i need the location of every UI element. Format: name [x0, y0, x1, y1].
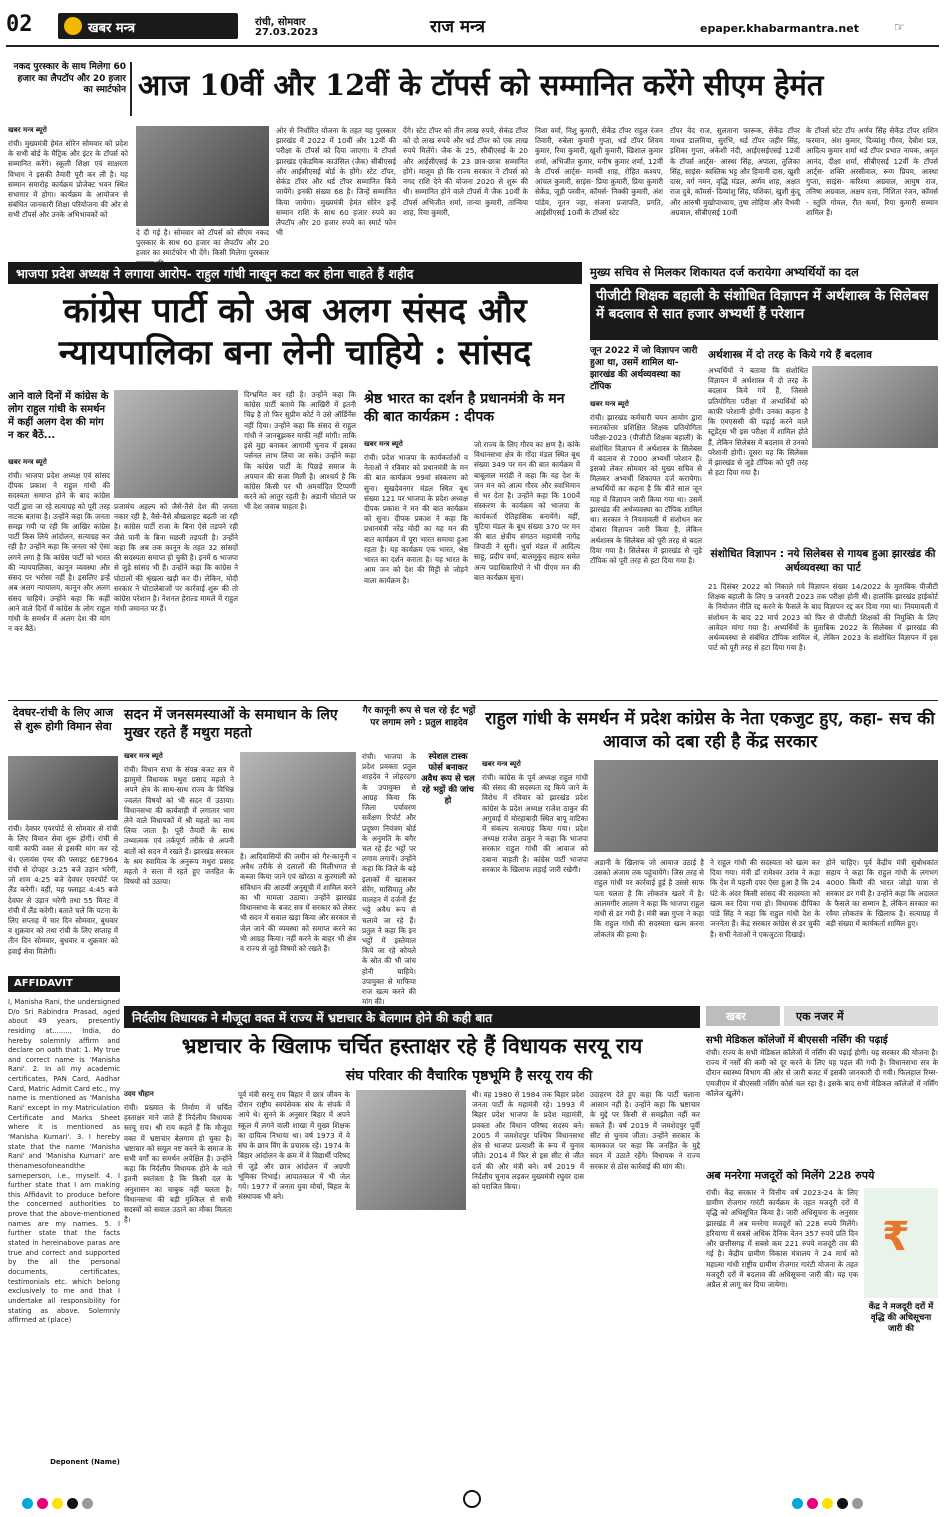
- story-congress-col2: प्रजामंच अहल्य को जैसे-तैसे देश की जनता नकार रही है, वैसे-वैसे बौखलाहट बढ़ती जा रही है। कांग्रेस पार्टी राजा के बिना ऐसे तड़पने रही जैसे पानी के बिना मछली तड़पती है। उन्होंने कहा कि अब तक कानून के तहत 32 सांसदों की सदस्यता समाप्त हो चुकी है। इनमें 6 भाजपा से जुड़े सांसद भी हैं। उन्होंने कहा कि कांग्रेस ने घोटालों की श्रृंखला खड़ी कर दी। लेकिन, मोदी सरकार ने घोटालेबाजों पर कार्रवाई शुरू की तो कांग्रेस परेशान है। नेशनल हेराल्ड मामले में राहुल गांधी जमानत पर हैं।: [114, 502, 238, 614]
- story-congress-col1: [8, 458, 110, 698]
- story-saryu-col4: उदाहरण देते हुए कहा कि पार्टी चलाना आसान नहीं है। उन्होंने कहा कि भ्रष्टाचार के मुद्दे पर किसी से समझौता नहीं कर सकते हैं। वर्ष 2019 में जमशेदपुर पूर्वी सीट से चुनाव जीता। उन्होंने सरकार के कामकाज पर कहा कि जनहित के मुद्दे सदन में उठाते रहेंगे। विधायक ने राज्य सरकार से ठोस कार्रवाई की मांग की।: [590, 1090, 700, 1171]
- story-toppers-col3: देंगे। स्टेट टॉपर को तीन लाख रुपये, सेकंड टॉपर को दो लाख रुपये और थर्ड टॉपर को एक लाख रुपये मिलेंगे। जैक के 25, सीबीएसई के 20 और आईसीएसई के 23 छात्र-छात्रा सम्मानित होंगे। मालूम हो कि राज्य सरकार ने टॉपर्स को नगद राशि देने की योजना 2020 से शुरू की थी। सम्मानित होने वाले टॉपर्स में जैक 10वीं के टॉपर्स अभिजीत शर्मा, तान्या कुमारी, तान्विया शाह, रिया कुमारी,: [403, 126, 528, 217]
- registration-target-icon: [463, 1490, 481, 1508]
- rupee-graphic: [864, 1188, 938, 1298]
- swatch-yellow: [52, 1498, 63, 1509]
- story-saryu-col2: पूर्व मंत्री सरयू राय बिहार में छात्र जीवन के दौरान राष्ट्रीय स्वयंसेवक संघ के संपर्क में आये थे। सुनने के अनुसार बिहार में अपने स्कूल में लगने वाली शाखा में मुख्य शिक्षक का दायित्व निभाया था। वर्ष 1973 में वे संघ के छात्र विंग के प्रचारक रहे। 1974 के बिहार आंदोलन के क्रम में वे विद्यार्थी परिषद से जुड़े और छात्र आंदोलन में अग्रणी भूमिका निभाई। आपातकाल में भी जेल गये। 1977 में जनता युवा मोर्चा, बिहार के संस्थापक भी बने।: [238, 1090, 350, 1202]
- mla-photo: [240, 752, 356, 848]
- story-congress-headline: कांग्रेस पार्टी को अब अलग संसद और न्यायपालिका बना लेनी चाहिये : सांसद: [58, 291, 532, 374]
- swatch-black: [837, 1498, 848, 1509]
- story-kiln-subhead: स्पेशल टास्क फोर्स बनाकर अवैध रूप से चल रहे भट्ठों की जांच हो: [421, 752, 475, 807]
- masthead: [0, 0, 945, 46]
- byline: खबर मन्त्र ब्यूरो: [8, 126, 47, 134]
- story-rahul-col4: होने चाहिए। पूर्व केंद्रीय मंत्री सुबोधकांत सहाय ने कहा कि राहुल गांधी के लगभग 4000 किमी की भारत जोड़ो यात्रा से सरकार डर गयी है। उन्होंने कहा कि अदालत के फैसले का सम्मान है, लेकिन सरकार का रवैया लोकतंत्र के खिलाफ है। सत्याग्रह में बड़ी संख्या में कार्यकर्ता शामिल हुए।: [826, 858, 938, 929]
- story-toppers-col5: टॉपर वेद राज, सुलताना फारूक, सेकेंड टॉपर माधव डालमिया, सुरभि, थर्ड टॉपर जहीर सिंह, इशिका गुप्ता, अंकेशी नंदी, आईएसईएसई 12वीं के टॉपर्स आर्ट्स- आस्था सिंह, अपाला, तुलिका सिंह, साइंस- स्वस्तिक भट्ट और हिमानी दास, खुशी दास, वर्ग नमन, वृद्धि मंडल, अर्णव शाह, अक्षत राज दुबे, कॉमर्स- दिव्यांशु सिंह, यशिका, खुशी कुंदू और आरुषी मुखोपाध्याय, तुषा लोहिया और वैभवी अग्रवाल, सीबीएसई 10वीं: [670, 126, 800, 217]
- byline: खबर मन्त्र ब्यूरो: [124, 752, 163, 760]
- story-kiln-kicker: गैर कानूनी रूप से चल रहे ईंट भट्ठों पर लगाम लगे : प्रतुल शाहदेव: [362, 706, 476, 728]
- story-rahul-col1: [482, 760, 588, 1000]
- story-pgt-col2: अभ्यर्थियों ने बताया कि संशोधित विज्ञापन में अर्थशास्त्र में दो तरह के बदलाव किये गये हैं, जिससे प्रतियोगिता परीक्षा में अभ्यर्थियों को काफी परेशानी होगी। उनका कहना है कि एमएससी की पढ़ाई करने वाले स्टूडेंट्स भी इस परीक्षा में शामिल होते हैं, लेकिन सिलेबस में बदलाव से उनको परेशानी होगी। दूसरा यह कि सिलेबस में झारखंड से जुड़े टॉपिक को पूरी तरह से हटा दिया गया है।: [708, 366, 808, 478]
- byline: खबर मन्त्र ब्यूरो: [590, 400, 629, 408]
- story-toppers-text-1: रांची। मुख्यमंत्री हेमंत सोरेन सोमवार को प्रदेश के सभी बोर्ड के मैट्रिक और इंटर के टॉपर्स को सम्मानित करेंगे। स्कूली शिक्षा एवं साक्षरता विभाग ने इसकी तैयारी पूरी कर ली है। यह सम्मान समारोह कार्यक्रम प्रोजेक्ट भवन स्थित सभागार में होगा। कार्यक्रम के आयोजन से संबंधित जानकारी शिक्षा परियोजना की ओर से सभी टॉपर्स और उनके अभिभावकों को: [8, 138, 128, 220]
- story-toppers-col6: के टॉपर्स स्टेट टॉप अर्णव सिंह सेकेंड टॉपर शशिन फरमान, अंश कुमार, दिव्यांशु गौरव, देबोश प्रज्ञ, आदित्य कुमार शर्मा थर्ड टॉपर प्रभात नायक, अमृत आनंद, दीक्षा शर्मा, सीबीएसई 12वीं के टॉपर्स आर्ट्स- शक्ति अरसीवाल, रूण प्रियम, आस्था गुप्ता, साइंस- करिश्मा अग्रवाल, आयुष राज, तनिषा अग्रवाल, अक्षय दत्ता, निशिता रंजन, कॉमर्स - स्तुति गोयल, रीत कर्मा, रिया कुमारी सम्मान शामिल हैं।: [806, 126, 938, 217]
- story-saryu-band: निर्दलीय विधायक ने मौजूदा वक्त में राज्य में भ्रष्टाचार के बेलगाम होने की कही बात: [124, 1006, 700, 1028]
- story-flight-text: रांची। देवघर एयरपोर्ट से सोमवार से रांची के लिए विमान सेवा शुरू होगी। रांची से यात्री काफी वक्त से इसकी मांग कर रहे थे। एलायंस एयर की फ्लाइट 6E7964 रांची से दोपहर 3:25 बजे उड़ान भरेगी, जो शाम 4:25 बजे देवघर एयरपोर्ट पर लैंड करेगी। वहीं, यह फ्लाइट 4:45 बजे देवघर से उड़ान भरेगी तथा 55 मिनट में रांची में लैंड करेगी। बताते चलें कि पटना के लिए सप्ताह में चार दिन सोमवार, बुधवार व शुक्रवार को तथा रांची के लिए सप्ताह में तीन दिन सोमवार, बुधवार व शुक्रवार को हवाई सेवा मिलेगी।: [8, 824, 118, 956]
- byline: उदय चौहान: [124, 1090, 154, 1098]
- story-pgt-subhead: अर्थशास्त्र में दो तरह के किये गये हैं बदलाव: [708, 349, 872, 361]
- story-mahto-text-1: रांची। विधान सभा के संपन्न बजट सत्र में झामुमो विधायक मथुरा प्रसाद महतो ने अपने क्षेत्र के साथ-साथ राज्य के विभिन्न ज्वलंत विषयों को भी सदन में उठाया। विधानसभा की कार्यवाही में लगातार भाग लेने वाले विधायकों में श्री महतो का नाम लिया जाता है। पूरी तैयारी के साथ तथ्यात्मक एवं तर्कपूर्ण तरीके से अपनी बातों को सदन में रखते हैं। झारखंड सरकार के श्रम स्वामित्व के अनुरूप मथुरा प्रसाद महतो ने सत्ता में रहते हुए जनहित के विषयों को उठाया।: [124, 764, 234, 887]
- story-pgt-text-1: रांची। झारखंड कर्मचारी चयन आयोग द्वारा स्नातकोत्तर प्रशिक्षित शिक्षक प्रतियोगिता परीक्षा-2023 (पीजीटी शिक्षक बहाली) के संशोधित विज्ञापन में अर्थशास्त्र के सिलेबस में बदलाव से 7000 अभ्यर्थी परेशान हैं। इसको लेकर सोमवार को मुख्य सचिव से मिलकर अभ्यर्थी शिकायत दर्ज करायेगा। अभ्यर्थियों का कहना है कि बीते साल जून माह में विज्ञापन जारी किया गया था। उसमें झारखंड की अर्थव्यवस्था का टॉपिक शामिल था। सरकार ने नियमावली में संशोधन कर दोबारा विज्ञापन जारी किया है, लेकिन अर्थशास्त्र के सिलेबस को पूरी तरह से बदल दिया गया है। सिलेबस में झारखंड से जुड़े टॉपिक को पूरी तरह से हटा दिया गया है।: [590, 412, 702, 565]
- swatch-cyan: [792, 1498, 803, 1509]
- swatch-yellow: [822, 1498, 833, 1509]
- story-flight-headline: देवघर-रांची के लिए आज से शुरू होगी विमान सेवा: [12, 706, 114, 734]
- story-congress-col3: दिग्भ्रमित कर रही है। उन्होंने कहा कि कांग्रेस पार्टी बताये कि आखिरी में इतनी चिढ़ है तो फिर सुप्रीम कोर्ट ने उसे ऑर्डिनेंस नहीं दिया। उन्होंने कहा कि संसद से राहुल गांधी ने जानबूझकर माफी नहीं मांगी। ताकि इसे मुद्दा बनाकर आगामी चुनाव में इसका पर्सनल लाभ लिया जा सके। उन्होंने कहा कि कांग्रेस पार्टी के पिछड़े समाज के अपमान की सजा मिली है। आश्चर्य है कि कांग्रेस किसी पर भी अमर्यादित टिप्पणी करने को आतुर रहती है। अडानी घोटाले पर भी देश जवाब चाहता है।: [244, 390, 356, 512]
- byline: खबर मन्त्र ब्यूरो: [364, 440, 403, 448]
- rupee-caption: केंद्र ने मजदूरी दरों में वृद्धि की अधिसूचना जारी की: [868, 1302, 934, 1335]
- brand-logo-icon: [64, 17, 82, 35]
- affidavit-body: I, Manisha Rani, the undersigned D/o Sri Rabindra Prasad, aged about 49 years, presently residing at........, India, do hereby solemnly affirm and declare on oath that: 1. My true and correct name is 'Manisha Rani'. 2. In all my academic certificates, PAN Card, Aadhar Card, Matric Admit Card etc., my name is mentioned as 'Manisha Rani' except in my Matriculation Certificate and Marks Sheet where it is mentioned as 'Manisha Kumari'. 3. I hereby state that the name 'Manisha Rani' and 'Manisha Kumari' are thenamesofoneandthe sameperson, i.e., myself. 4. I further state that I am making this Affidavit to produce before the concerned authorities to prove that the above-mentioned names are my names. 5. I further state that the facts stated in hereinabove paras are true and correct and supported by the all the personal documents, certificates, testimonials etc. which belong exclusively to me and that I undertake all responsibility for stating as above. Solemnly affirmed at (place): [8, 998, 120, 1325]
- story-mannkibaat-col1: [364, 440, 468, 698]
- swatch-magenta: [37, 1498, 48, 1509]
- swatch-black: [67, 1498, 78, 1509]
- story-saryu-subhead: संघ परिवार की वैचारिक पृष्ठभूमि है सरयू राय की: [345, 1068, 593, 1084]
- epaper-url[interactable]: epaper.khabarmantra.net: [700, 22, 859, 35]
- header-date: 27.03.2023: [255, 27, 319, 38]
- row-divider: [8, 700, 938, 701]
- ek-nazar-text-2: रांची। केंद्र सरकार ने वित्तीय वर्ष 2023-24 के लिए ग्रामीण रोजगार गारंटी कार्यक्रम के तहत मजदूरी दरों में वृद्धि को अधिसूचित किया है। जारी अधिसूचना के अनुसार झारखंड में अब मनरेगा मजदूरों को 228 रुपये मिलेंगे। हरियाणा में सबसे अधिक दैनिक वेतन 357 रुपये प्रति दिन और छत्तीसगढ़ में सबसे कम 221 रुपये मजदूरी तय की गई है। केंद्रीय ग्रामीण विकास मंत्रालय ने 24 मार्च को महात्मा गांधी राष्ट्रीय ग्रामीण रोजगार गारंटी योजना के तहत मजदूरी दरों में बदलाव की अधिसूचना जारी की। यह एक अप्रैल से लागू कर दिया जायेगा।: [706, 1188, 858, 1289]
- story-pgt-band: मुख्य सचिव से मिलकर शिकायत दर्ज करायेगा अभ्यर्थियों का दल: [590, 265, 859, 279]
- mp-photo: [114, 390, 238, 498]
- affidavit-deponent: Deponent (Name): [50, 1458, 120, 1466]
- header-city-day: रांची, सोमवार: [255, 17, 306, 28]
- ek-nazar-header: [706, 1006, 938, 1026]
- rupee-icon: ₹: [882, 1214, 910, 1260]
- saryu-photo: [356, 1090, 466, 1210]
- header-rule: [6, 45, 939, 47]
- kicker-divider: [130, 62, 132, 116]
- color-swatches-left: [20, 1494, 95, 1513]
- cm-photo: [136, 126, 269, 226]
- section-title: राज मन्त्र: [430, 17, 485, 37]
- print-registration-marks: [0, 1486, 945, 1514]
- ek-nazar-text-1: रांची। राज्य के सभी मेडिकल कॉलेजों में नर्सिंग की पढ़ाई होगी। यह सरकार की योजना है। राज्य में नर्सों की कमी को दूर करने के लिए यह पहल की गयी है। विधानसभा सत्र के दौरान स्वास्थ्य विभाग की ओर से जारी बजट में इसकी जानकारी दी गयी। फिलहाल रिम्स-एमजीएम में बीएससी नर्सिंग कोर्स चल रहा है। इसके बाद सभी मेडिकल कॉलेजों में नर्सिंग कॉलेज खुलेंगे।: [706, 1048, 938, 1098]
- story-pgt-col3: 21 दिसंबर 2022 को निकाले गये विज्ञापन संख्या 14/2022 के मुताबिक पीजीटी शिक्षक बहाली के लिए 9 जनवरी 2023 तक परीक्षा होनी थी। हालांकि झारखंड हाईकोर्ट के नियोजन नीति रद्द करने के फैसले के बाद विज्ञापन रद्द कर दिया गया था। नियमावली में संशोधन के बाद 22 मार्च 2023 को फिर से पीजीटी शिक्षकों की नियुक्ति के लिए आवेदन मांगा गया है। अभ्यर्थियों के मुताबिक 2022 के सिलेबस में झारखंड की अर्थव्यवस्था से संबंधित टॉपिक शामिल थे, लेकिन 2023 के संशोधित विज्ञापन में इस पार्ट को पूरी तरह से हटा दिया गया है।: [708, 582, 938, 653]
- story-pgt-headline-box: [590, 284, 938, 340]
- story-toppers-headline: आज 10वीं और 12वीं के टॉपर्स को सम्मानित करेंगे सीएम हेमंत: [138, 68, 824, 102]
- story-rahul-text-1: रांची। कांग्रेस के पूर्व अध्यक्ष राहुल गांधी की संसद की सदस्यता रद्द किये जाने के विरोध में रविवार को झारखंड प्रदेश कांग्रेस के प्रदेश अध्यक्ष राजेश ठाकुर की अगुवाई में मोरहाबादी स्थित बापू वाटिका में संकल्प सत्याग्रह किया गया। प्रदेश अध्यक्ष राजेश ठाकुर ने कहा कि भाजपा सरकार राहुल गांधी की आवाज को दबाना चाहती है। कांग्रेस पार्टी भाजपा सरकार के खिलाफ लड़ाई जारी रखेगी।: [482, 772, 588, 874]
- brand-block: [58, 13, 238, 39]
- story-toppers-col2: ओर से निर्धारित योजना के तहत यह पुरस्कार झारखंड में 2022 में 10वीं और 12वीं की परीक्षा के टॉपर्स को दिया जाएगा। ये टॉपर्स झारखंड एकेडमिक काउंसिल (जैक) सीबीएसई और आईसीएसई बोर्ड के होंगे। स्टेट टॉपर, सेकंड टॉपर और थर्ड टॉपर सम्मानित किये जायेंगे। इनकी संख्या 68 है। जिन्हें सम्मानित किया जायेगा। मुख्यमंत्री हेमंत सोरेन इन्हें सम्मान राशि के साथ 60 हजार रुपये का लैपटॉप और 20 हजार रुपये का स्मार्ट फोन भी: [276, 126, 396, 238]
- story-saryu-col1: [124, 1090, 232, 1478]
- story-saryu-text-1: रांची। प्रख्यात के निर्माण में चर्चित हस्ताक्षर माने जाते हैं निर्दलीय विधायक सरयू राय। श्री राय कहते हैं कि मौजूदा वक्त में भ्रष्टाचार बेलगाम हो चुका है। भ्रष्टाचार को समूल नष्ट करने के समाज के सभी वर्गों का समर्थन अपेक्षित है। उन्होंने कहा कि निर्दलीय विधायक होने के नाते इतनी स्वतंत्रता है कि किसी दल के अनुशासन का चाबुक नहीं चलता है। विधानसभा की बड़ी मुश्किल से सभी सदस्यों को सवाल उठाने का मौका मिलता है।: [124, 1102, 232, 1225]
- swatch-grey: [852, 1498, 863, 1509]
- story-congress-text-1: रांची। भाजपा प्रदेश अध्यक्ष एवं सांसद दीपक प्रकाश ने राहुल गांधी की सदस्यता समाप्त होने के बाद कांग्रेस पार्टी द्वारा जा रहे सत्याग्रह को पूरी तरह नाटक बताया है। उन्होंने कहा कि जनता समझ गयी पा रही कि आखिर कांग्रेस पार्टी किस लिये आंदोलन, सत्याग्रह कर रही है? उन्होंने कहा कि जनता को ऐसा लगने लगा है कि कांग्रेस पार्टी को भारत की न्यायपालिका, कानून व्यवस्था और संसद पर भरोसा नहीं है। इसलिए इन्हें अब अलग न्यायालय, कानून और अलग संसद चाहिये। उन्होंने कहा कि कहीं आने वाले दिनों में कांग्रेस के लोग राहुल गांधी के समर्थन में अलग देश की मांग न कर बैठें।: [8, 470, 110, 634]
- story-pgt-col1: [590, 400, 702, 582]
- story-congress-band: भाजपा प्रदेश अध्यक्ष ने लगाया आरोप- राहुल गांधी नाखून कटा कर होना चाहते हैं शहीद: [8, 262, 582, 284]
- story-mahto-headline: सदन में जनसमस्याओं के समाधान के लिए मुखर रहते हैं मथुरा महतो: [124, 707, 338, 742]
- story-toppers: [0, 52, 945, 258]
- story-saryu-col3: थी। वह 1980 से 1984 तक बिहार प्रदेश जनता पार्टी के महामंत्री रहे। 1993 में बिहार प्रदेश भाजपा के प्रदेश महामंत्री, प्रवक्ता और विधान परिषद सदस्य बने। 2005 में जमशेदपुर पश्चिम विधानसभा क्षेत्र से भाजपा प्रत्याशी के रूप में चुनाव जीते। 2014 में फिर से इस सीट से जीत दर्ज की और मंत्री बने। वर्ष 2019 में निर्दलीय चुनाव लड़कर मुख्यमंत्री रघुवर दास को पराजित किया।: [472, 1090, 584, 1191]
- story-mannkibaat-headline: श्रेष्ठ भारत का दर्शन है प्रधानमंत्री के मन की बात कार्यक्रम : दीपक: [364, 391, 565, 426]
- story-congress-kicker: आने वाले दिनों में कांग्रेस के लोग राहुल गांधी के समर्थन में कहीं अलग देश की मांग न कर बैठें...: [8, 391, 109, 441]
- story-mahto-col1: [124, 752, 234, 1000]
- color-swatches-right: [790, 1494, 865, 1513]
- brand-name: खबर मन्त्र: [88, 21, 136, 36]
- ek-nazar-box: [706, 1006, 938, 1478]
- aircraft-photo: [8, 756, 118, 820]
- story-mannkibaat-text-1: रांची। प्रदेश भाजपा के कार्यकर्ताओं व नेताओं ने रविवार को प्रधानमंत्री के मन की बात कार्यक्रम 99वां संस्करण को सुना। सुखदेवनगर मंडल स्थित बूथ संख्या 121 पर भाजपा के प्रदेश अध्यक्ष दीपक प्रकाश ने मन की बात कार्यक्रम को सुना। दीपक प्रकाश ने कहा कि प्रधानमंत्री नरेंद्र मोदी का यह मन की बात कार्यक्रम में पूरा भारत समाया हुआ रहता है। यह कार्यक्रम एक भारत, श्रेष्ठ भारत का दर्शन कराता है। यह भारत के आम जन को देश की मिट्टी से जोड़ने वाला कार्यक्रम है।: [364, 452, 468, 585]
- story-pgt-kicker: जून 2022 में जो विज्ञापन जारी हुआ था, उसमें शामिल था- झारखंड की अर्थव्यवस्था का टॉपिक: [590, 346, 698, 392]
- story-kiln-text: रांची। भाजपा के प्रदेश प्रवक्ता प्रतुल शाहदेव ने लोहरदगा के उपायुक्त से आग्रह किया कि जिला पर्यावरण सर्वेक्षण रिपोर्ट और प्रदूषण नियंत्रण बोर्ड के अनुमति के बगैर चल रहे ईंट भट्ठों पर लगाम लगायें। उन्होंने कहा कि जिले के बड़े इलाकों में खासकर सेरेंग, मासियातु और मालहन में दर्जनों ईंट भट्ठे अवैध रूप से चलाये जा रहे हैं। प्रतुल ने कहा कि इन भट्ठों में इस्तेमाल किये जा रहे कोयले के स्रोत की भी जांच होनी चाहिये। उपायुक्त से माफिया राज खत्म करने की मांग की।: [362, 752, 416, 1007]
- swatch-grey: [82, 1498, 93, 1509]
- story-rahul-col2: अडानी के खिलाफ जो आवाज उठाई है उसको अंजाम तक पहुंचायेंगे। जिस तरह से राहुल गांधी पर कार्रवाई हुई है उससे साफ पता चलता है कि लोकतंत्र खतरे में है। आलमगीर आलम ने कहा कि भाजपा राहुल गांधी से डर गयी है। मंत्री बन्ना गुप्ता ने कहा कि राहुल गांधी की सदस्यता खत्म करना लोकतंत्र की हत्या है।: [594, 858, 704, 939]
- story-toppers-kicker: नकद पुरस्कार के साथ मिलेगा 60 हजार का लैपटॉप और 20 हजार का स्मार्टफोन: [13, 62, 126, 96]
- story-toppers-col1: [8, 126, 128, 252]
- affidavit-title: AFFIDAVIT: [8, 976, 120, 992]
- swatch-cyan: [22, 1498, 33, 1509]
- byline: खबर मन्त्र ब्यूरो: [8, 458, 47, 466]
- protest-photo: [594, 760, 938, 852]
- affidavit-box: [8, 976, 120, 1478]
- story-mannkibaat-col2: जो राज्य के लिए गौरव का क्षण है। कांके विधानसभा क्षेत्र के गोंदा मंडल स्थित बूथ संख्या 349 पर मन की बात कार्यक्रम में बाबूलाल मरांडी ने कहा कि यह देश के जन मन को आत्म गौरव और स्वाभिमान से भर देता है। उन्होंने कहा कि 100वें संस्करण के कार्यक्रम को भाजपा के कार्यकर्ता ऐतिहासिक बनायेंगे। वहीं, चुटिया मंडल के बूथ संख्या 370 पर मन की बात क्षेत्रीय संगठन महामंत्री नागेंद्र त्रिपाठी ने सुनी। धुर्वा मंडल में आदित्य साहू, प्रदीप वर्मा, बालमुकुंद सहाय समेत अन्य पदाधिकारियों ने भी पीएम मन की बात कार्यक्रम सुना।: [474, 440, 580, 582]
- story-rahul-headline: राहुल गांधी के समर्थन में प्रदेश कांग्रेस के नेता एकजुट हुए, कहा- सच की आवाज को दबा रही है केंद्र सरकार: [485, 709, 935, 752]
- page-number: 02: [6, 12, 33, 37]
- story-toppers-caption: दे दी गई है। सोमवार को टॉपर्स को सीएम नकद पुरस्कार के साथ 60 हजार का लैपटॉप और 20 हजार का स्मार्टफोन भी देंगे। किसी मिलेगा पुरस्कार: [136, 228, 269, 258]
- ek-nazar-title: एक नजर में: [784, 1006, 938, 1026]
- swatch-magenta: [807, 1498, 818, 1509]
- story-saryu-headline: भ्रष्टाचार के खिलाफ चर्चित हस्ताक्षर रहे हैं विधायक सरयू राय: [181, 1033, 643, 1058]
- story-pgt-headline: पीजीटी शिक्षक बहाली के संशोधित विज्ञापन में अर्थशास्त्र के सिलेबस में बदलाव से सात हजार अभ्यर्थी हैं परेशान: [596, 288, 929, 322]
- books-photo: [812, 366, 938, 448]
- story-mahto-col2: है। आदिवासियों की जमीन को गैर-कानूनी न अवैध तरीके से दलालों की मिलीभगत से कब्जा किया जाने एवं खोरठा व कुरमाली को संविधान की आठवीं अनुसूची में शामिल करने का भी मामला उठाया। उन्होंने झारखंड विधानसभा के बजट सत्र में सरकार को लेकर भी सदन में सवाल खड़ा किया और सरकार से जेल जाने की व्यवस्था को समाप्त करने का भी आग्रह किया। नहीं करने के बाहर भी क्षेत्र व राज्य से जुड़े विषयों को रखते हैं।: [240, 852, 357, 953]
- ek-nazar-tag: खबर: [706, 1006, 780, 1026]
- story-rahul-col3: ने राहुल गांधी की सदस्यता को खत्म कर दिया गया। मंत्री डॉ रामेश्वर उरांव ने कहा कि देश में पहली दफा ऐसा हुआ है कि 24 घंटे के अंदर किसी सांसद की सदस्यता को खत्म कर दिया गया हो। विधायक दीपिका पांडे सिंह ने कहा कि राहुल गांधी देश के जननेता हैं। केंद्र सरकार कांग्रेस से डर चुकी है। सभी नेताओं ने एकजुटता दिखाई।: [710, 858, 820, 939]
- story-pgt-subhead-2: संशोधित विज्ञापन : नये सिलेबस से गायब हुआ झारखंड की अर्थव्यवस्था का पार्ट: [710, 548, 936, 574]
- ek-nazar-headline-2: अब मनरेगा मजदूरों को मिलेंगे 228 रुपये: [706, 1169, 875, 1182]
- story-toppers-col4: निशा वर्मा, निशु कुमारी, सेकेंड टॉपर राहुल रंजन तिवारी, रुबेला कुमारी गुप्ता, थर्ड टॉपर शिवम कुमार, रिया कुमारी, खुशी कुमारी, खिशाल कुमार शर्मा, अभिजीत कुमार, मनीष कुमार शर्मा, 12वीं के टॉपर्स आर्ट्स- मानवी शाह, रोहित कश्यप, आंचल कुमारी, साइंस- प्रिया कुमारी, प्रिया कुमारी सेकेंड, जूही परवीन, कॉमर्स- निक्की कुमारी, अंश पांडेय, नूतन ज्हा, संजना प्रजापति, प्रगति, आईसीएसई 10वीं के टॉपर्स स्टेट: [535, 126, 663, 217]
- byline: खबर मन्त्र ब्यूरो: [482, 760, 521, 768]
- cursor-icon: ☞: [894, 20, 905, 34]
- ek-nazar-headline-1: सभी मेडिकल कॉलेजों में बीएससी नर्सिंग की पढ़ाई: [706, 1035, 888, 1046]
